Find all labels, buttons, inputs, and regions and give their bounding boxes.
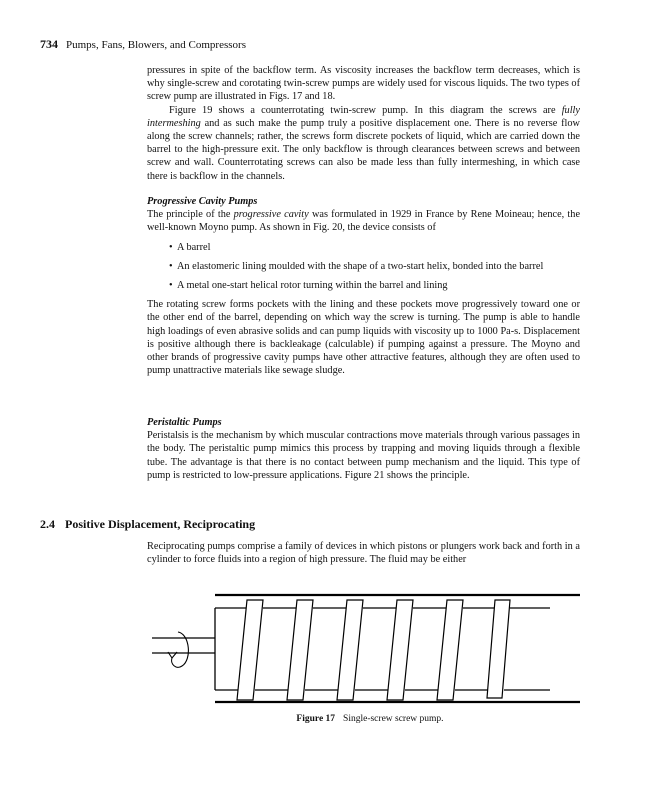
intro-paragraph: pressures in spite of the backflow term. As viscosity increases the backflow term decreases, which is why single-screw and corotating twin-screw pumps are widely used for viscous liquids. The two types of screw pump are illustrated in Figs. 17 and 18. (147, 65, 580, 103)
screw-pump-diagram (150, 590, 590, 715)
figure-label: Figure 17 (296, 714, 336, 724)
list-item: • An elastomeric lining moulded with the shape of a two-start helix, bonded into the barrel (147, 260, 580, 273)
figure-17 (150, 590, 590, 724)
screw-flights (237, 600, 510, 700)
fig19-text-end: and as such make the pump truly a positive displacement one. There is no reverse flow along the screw channels; rather, the screws form discrete pockets of liquid, which are carried down the barrel to the high-pressure exit. The only backflow is through clearances between screws and between screw and wall. Counterrotating screws can also be made less than fully intermeshing, in which case there is backflow in the channels. (147, 117, 580, 182)
fig19-emphasis: fully intermeshing (147, 104, 580, 129)
figure19-paragraph (147, 104, 580, 183)
progressive-p1-start: The principle of the (147, 209, 234, 221)
section-number: 2.4 (40, 517, 55, 531)
peristaltic-section (147, 416, 580, 482)
running-title: Pumps, Fans, Blowers, and Compressors (66, 39, 246, 51)
intro-block (147, 64, 580, 183)
progressive-p1-end: was formulated in 1929 in France by Rene Moineau; hence, the well-known Moyno pump. As shown in Fig. 20, the device consists of (147, 209, 581, 234)
section-heading (40, 517, 255, 532)
section-body (147, 540, 580, 566)
peristaltic-paragraph: Peristalsis is the mechanism by which muscular contractions move materials through various passages in the body. The peristaltic pump mimics this process by trapping and moving liquids through a flexible tube. The advantage is that there is no contact between pump mechanism and the liquid. This type of pump is restricted to low-pressure applications. Figure 21 shows the principle. (147, 430, 580, 481)
page-number: 734 (40, 37, 58, 51)
progressive-cavity-heading: Progressive Cavity Pumps (147, 196, 258, 207)
running-header (40, 37, 246, 52)
section-paragraph: Reciprocating pumps comprise a family of devices in which pistons or plungers work back and forth in a cylinder to force fluids into a region of high pressure. The fluid may be either (147, 541, 580, 566)
progressive-paragraph-2: The rotating screw forms pockets with the lining and these pockets move progressively toward one or the other end of the barrel, depending on which way the screw is turning. The pump is able to handle high loadings of even abrasive solids and can pump liquids with viscosity up to 1000 Pa-s. Displacement is positive although there is backleakage (calculable) if pumping against a pressure. The Moyno and other brands of progressive cavity pumps have other attractive features, although they are often used to pump unattractive materials like sewage sludge. (147, 299, 580, 377)
list-item: • A metal one-start helical rotor turning within the barrel and lining (147, 279, 580, 292)
progressive-paragraph-1 (147, 208, 580, 234)
section-title: Positive Displacement, Reciprocating (65, 517, 256, 531)
progressive-emphasis: progressive cavity (233, 209, 309, 221)
figure-caption (150, 714, 590, 724)
peristaltic-heading: Peristaltic Pumps (147, 417, 222, 428)
list-item: • A barrel (147, 241, 580, 254)
progressive-cavity-section (147, 195, 580, 377)
fig19-text-start: Figure 19 shows a counterrotating twin-screw pump. In this diagram the screws are (169, 104, 562, 116)
caption-text: Single-screw screw pump. (343, 714, 444, 724)
component-list (147, 241, 580, 293)
